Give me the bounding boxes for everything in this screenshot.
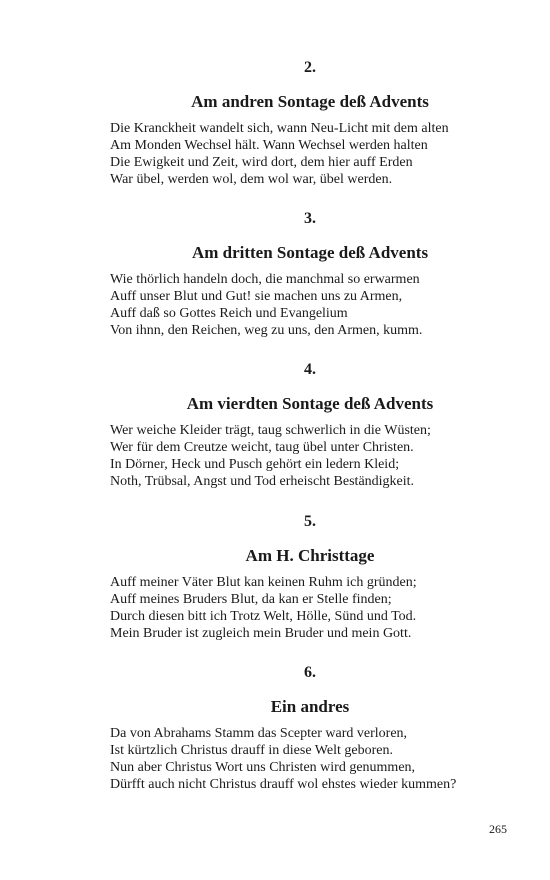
section-number: 5. <box>304 513 316 530</box>
verse-line: Auff meines Bruders Blut, da kan er Stelle finden; <box>110 592 392 607</box>
section-number: 6. <box>304 664 316 681</box>
verse-line: Auff unser Blut und Gut! sie machen uns zu Armen, <box>110 289 403 304</box>
verse-line: Nun aber Christus Wort uns Christen wird genummen, <box>110 760 416 775</box>
verse-line: Wer für dem Creutze weicht, taug übel unter Christen. <box>110 440 414 455</box>
verse-line: Wie thörlich handeln doch, die manchmal so erwarmen <box>110 272 420 287</box>
verse-line: Noth, Trübsal, Angst und Tod erheischt Beständigkeit. <box>110 474 415 489</box>
verse-line: Dürfft auch nicht Christus drauff wol ehstes wieder kummen? <box>110 777 457 792</box>
verse <box>110 271 510 339</box>
section-title: Am andren Sontage deß Advents <box>191 92 429 111</box>
section-number: 2. <box>304 59 316 76</box>
verse-line: War übel, werden wol, dem wol war, übel werden. <box>110 172 393 187</box>
verse <box>110 120 510 188</box>
verse <box>110 574 510 642</box>
verse-line: Durch diesen bitt ich Trotz Welt, Hölle, Sünd und Tod. <box>110 609 417 624</box>
verse-line: Die Ewigkeit und Zeit, wird dort, dem hier auff Erden <box>110 155 413 170</box>
section-number: 4. <box>304 361 316 378</box>
epigram-section-4 <box>110 361 510 490</box>
verse <box>110 422 510 490</box>
epigram-section-2 <box>110 59 510 188</box>
section-title: Am dritten Sontage deß Advents <box>191 243 429 262</box>
verse-line: Am Monden Wechsel hält. Wann Wechsel werden halten <box>110 138 428 153</box>
verse-line: Da von Abrahams Stamm das Scepter ward verloren, <box>110 726 408 741</box>
verse-line: In Dörner, Heck und Pusch gehört ein ledern Kleid; <box>110 457 400 472</box>
verse-line: Auff meiner Väter Blut kan keinen Ruhm ich gründen; <box>110 575 417 590</box>
section-title: Am vierdten Sontage deß Advents <box>186 394 434 413</box>
verse-line: Von ihnn, den Reichen, weg zu uns, den Armen, kumm. <box>110 323 423 338</box>
verse-line: Die Kranckheit wandelt sich, wann Neu-Licht mit dem alten <box>110 121 449 136</box>
epigram-section-5 <box>110 513 510 642</box>
epigram-section-3 <box>110 210 510 339</box>
section-number: 3. <box>304 210 316 227</box>
verse <box>110 725 510 793</box>
section-title: Am H. Christtage <box>245 546 375 565</box>
section-title: Ein andres <box>270 697 350 716</box>
verse-line: Auff daß so Gottes Reich und Evangelium <box>110 306 348 321</box>
epigram-section-6 <box>110 664 510 793</box>
page-number: 265 <box>489 822 507 836</box>
verse-line: Mein Bruder ist zugleich mein Bruder und mein Gott. <box>110 626 412 641</box>
verse-line: Ist kürtzlich Christus drauff in diese Welt geboren. <box>110 743 393 758</box>
verse-line: Wer weiche Kleider trägt, taug schwerlich in die Wüsten; <box>110 423 431 438</box>
